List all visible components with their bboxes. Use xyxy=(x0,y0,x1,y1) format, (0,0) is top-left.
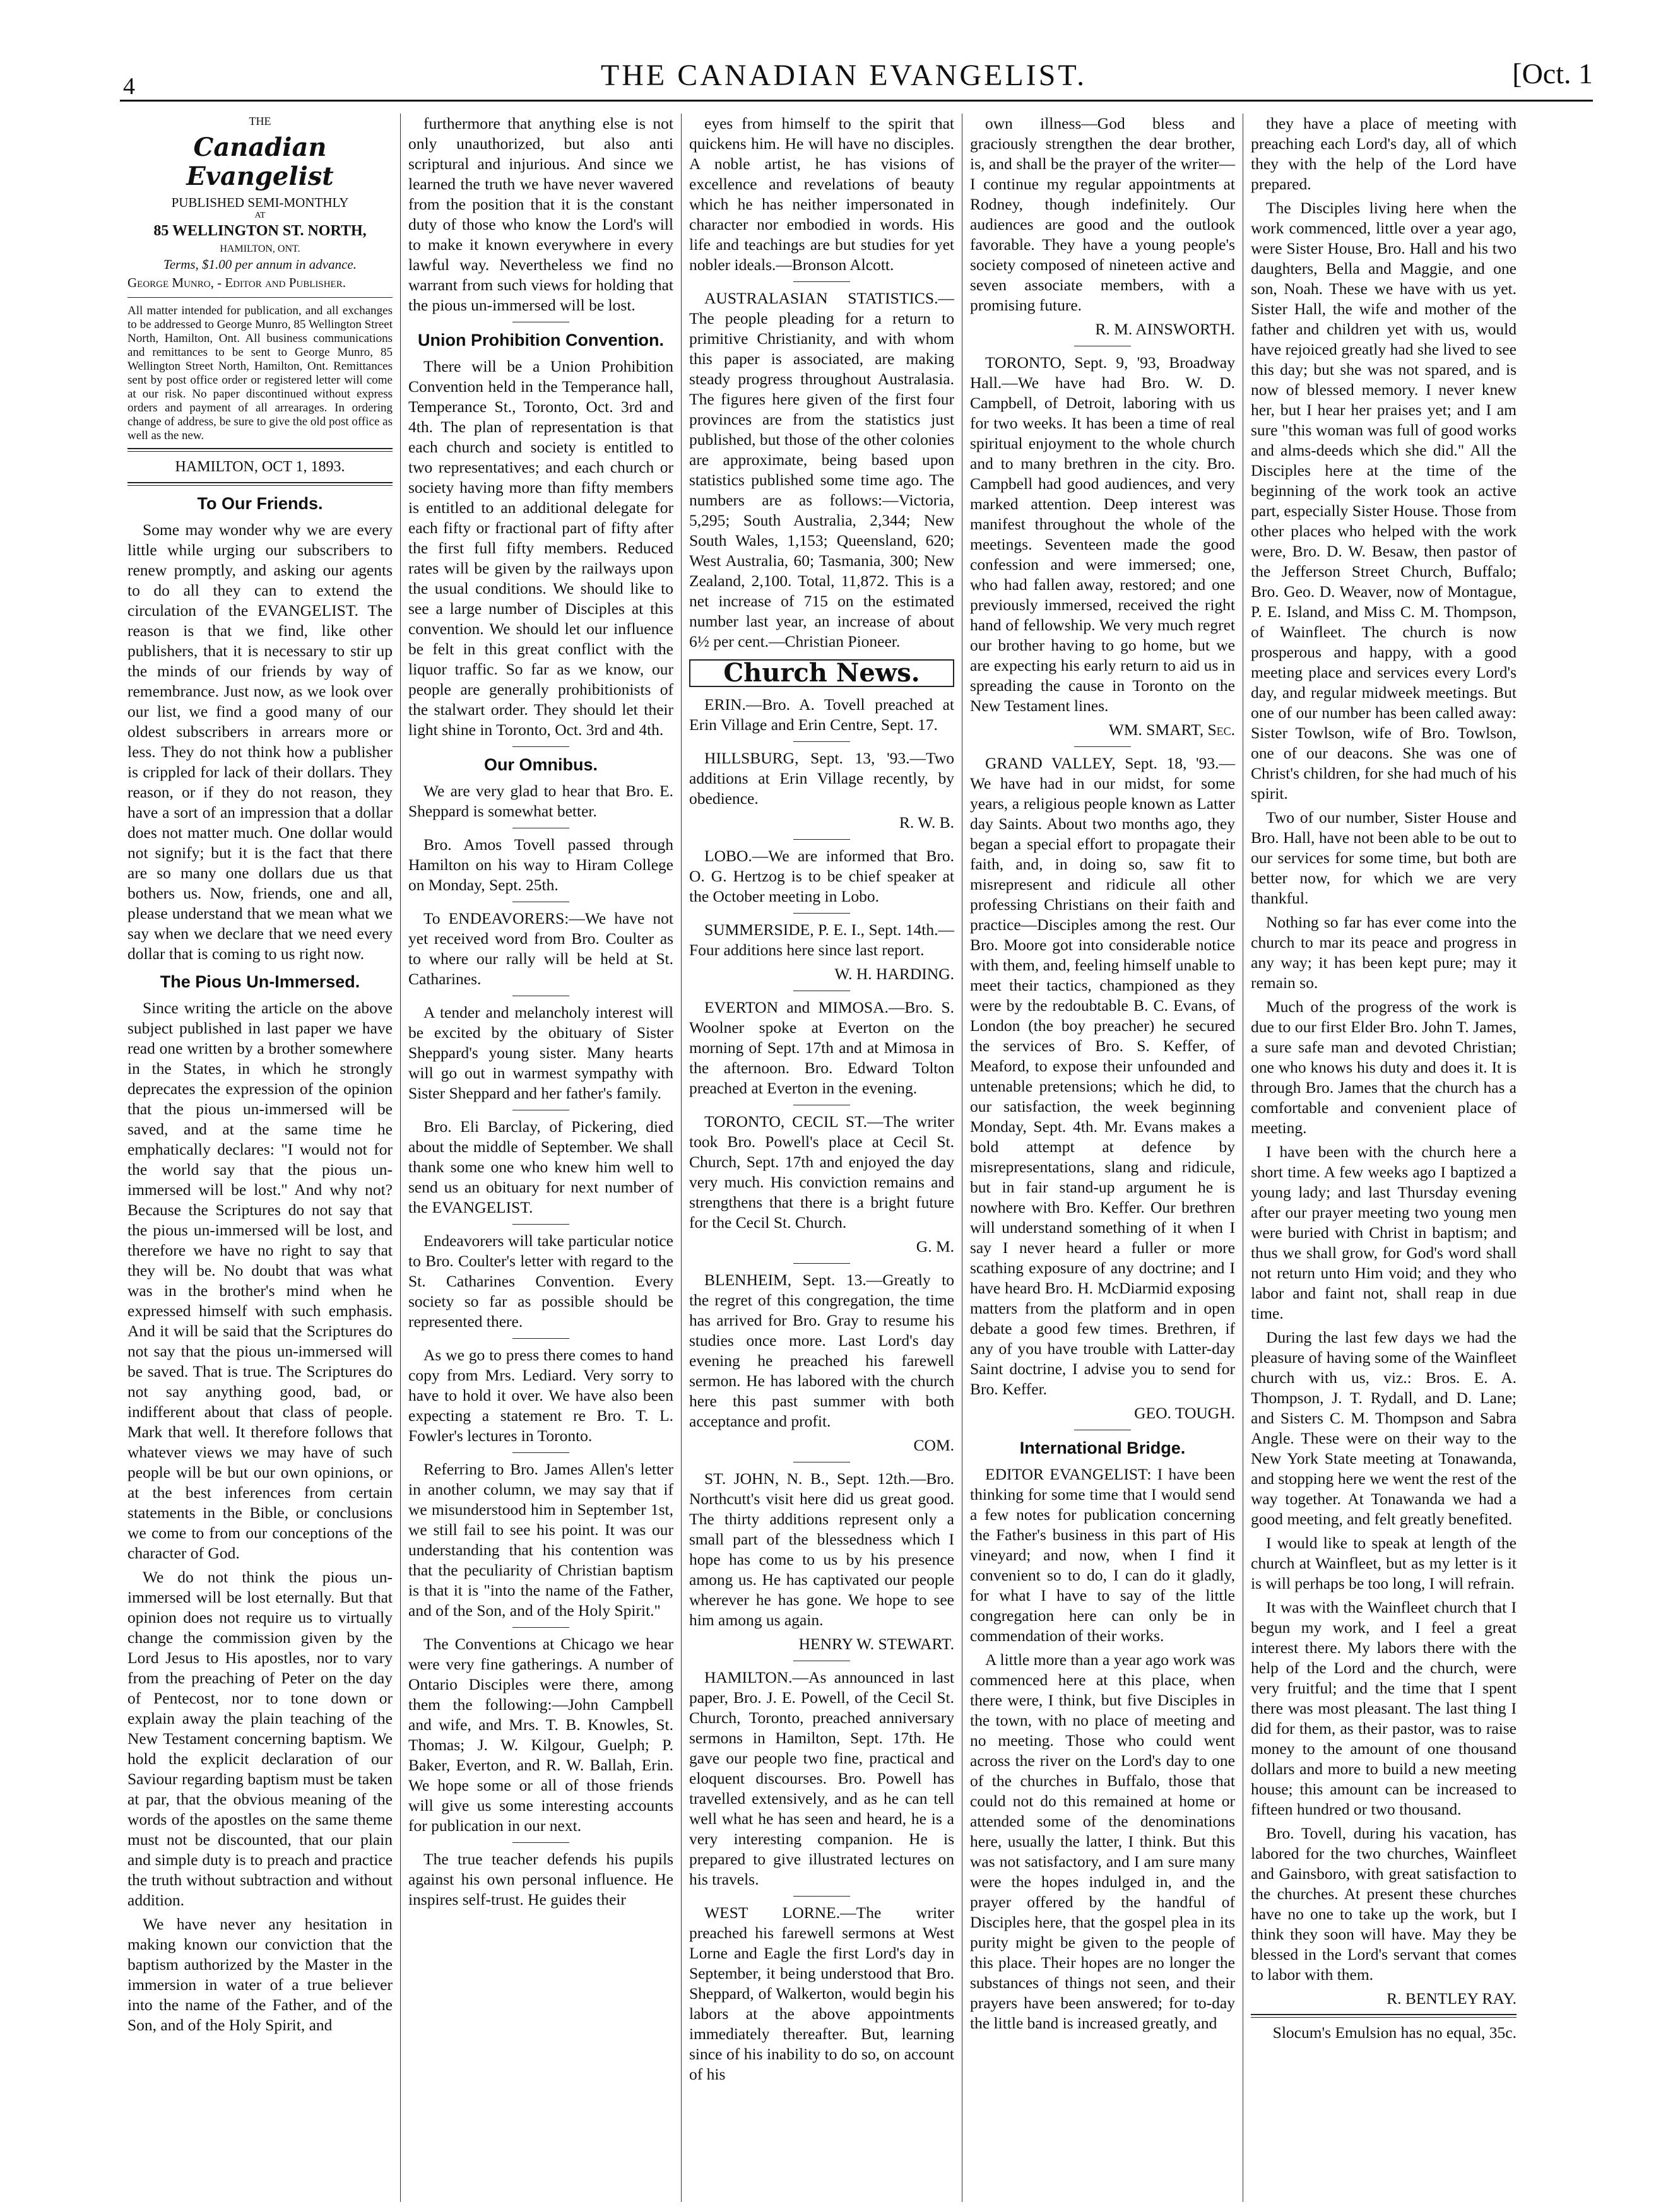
article-paragraph: I would like to speak at length of the church at Wainfleet, but as my letter is it is will perhaps be too long, I will refrain. xyxy=(1251,1534,1517,1592)
news-item: LOBO.—We are informed that Bro. O. G. Hertzog is to be chief speaker at the October meeting in Lobo. xyxy=(689,847,954,905)
news-item: own illness—God bless and graciously strengthen the dear brother, is, and shall be the prayer of the writer—I continue my regular appointments at Rodney, though indefinitely. Our audiences are good and the outlook favorable. They have a young people's society composed of nineteen active and seven associate members, with a promising future. xyxy=(970,114,1235,314)
page-title: THE CANADIAN EVANGELIST. xyxy=(600,59,1087,92)
newspaper-page xyxy=(95,44,1593,2202)
column-1 xyxy=(120,114,401,2202)
article-paragraph: We do not think the pious un-immersed will be lost eternally. But that opinion does not require us to virtually change the commission given by the Lord Jesus to His apostles, nor to vary from the preaching of Peter on the day of Pentecost, nor to tone down or explain away the plain teaching of the New Testament concerning baptism. We hold the explicit declaration of our Saviour regarding baptism must be taken at par, that the obvious meaning of the words of the apostles on the same theme must not be discounted, that our plain and simple duty is to preach and practice the truth without subtraction and without addition. xyxy=(127,1568,393,1909)
masthead-the: THE xyxy=(249,115,271,127)
divider xyxy=(1074,746,1131,747)
columns xyxy=(120,114,1593,2202)
masthead-editor: George Munro, - Editor and Publisher. xyxy=(127,275,346,290)
article-paragraph: Two of our number, Sister House and Bro. Hall, have not been able to be out to our services for some time, but both are better now, for which we are very thankful. xyxy=(1251,808,1517,907)
column-3 xyxy=(682,114,962,2202)
news-item: The true teacher defends his pupils against his own personal influence. He inspires self-trust. He guides their xyxy=(408,1850,673,1909)
masthead-published: PUBLISHED SEMI-MONTHLY xyxy=(171,195,349,210)
divider xyxy=(512,1627,569,1628)
news-item: ERIN.—Bro. A. Tovell preached at Erin Village and Erin Centre, Sept. 17. xyxy=(689,695,954,734)
dateline: HAMILTON, OCT 1, 1893. xyxy=(175,459,345,475)
header-rule xyxy=(120,100,1593,102)
signature: G. M. xyxy=(916,1237,954,1256)
news-item: We are very glad to hear that Bro. E. Sheppard is somewhat better. xyxy=(408,782,673,820)
news-item: BLENHEIM, Sept. 13.—Greatly to the regret of this congregation, the time has arrived for Bro. Gray to resume his studies once more. Last Lord's day evening he preached his farewell sermon. He has labored with the church here this past summer with both acceptance and profit. xyxy=(689,1271,954,1430)
masthead-at: AT xyxy=(254,211,266,220)
news-item: To ENDEAVORERS:—We have not yet received word from Bro. Coulter as to where our rally will be held at St. Catharines. xyxy=(408,909,673,988)
masthead-address: 85 WELLINGTON ST. NORTH, xyxy=(153,223,367,239)
divider xyxy=(512,1452,569,1453)
article-paragraph: We have never any hesitation in making known our conviction that the baptism authorized by the Master in the immersion in water of a true believer into the name of the Father, and of the Son, and of the Holy Spirit, and xyxy=(127,1915,393,2034)
divider xyxy=(1251,2014,1517,2018)
heading-to-our-friends: To Our Friends. xyxy=(197,494,323,513)
signature: W. H. HARDING. xyxy=(834,965,954,983)
signature: R. W. B. xyxy=(899,813,954,832)
column-2 xyxy=(401,114,682,2202)
article-paragraph: Some may wonder why we are every little while urging our subscribers to renew promptly, and asking our agents to do all they can to extend the circulation of the EVANGELIST. The reason is that we find, like other publishers, that it is necessary to stir up the minds of our friends by way of remembrance. Just now, as we look over our list, we find a good many of our oldest subscribers in arrears more or less. They do not think how a publisher is crippled for lack of their dollars. They reason, or if they do not reason, they have a sort of an impression that a dollar does not matter much. One dollar would not signify; but it is the fact that there are so many one dollars due us that bothers us. Now, friends, one and all, please understand that we mean what we say when we declare that we need every dollar that is coming to us right now. xyxy=(127,521,393,963)
divider xyxy=(127,297,393,298)
news-item: ST. JOHN, N. B., Sept. 12th.—Bro. Northcutt's visit here did us great good. The thirty additions represent only a small part of the blessedness which I hope has come to us by his presence among us. He has captivated our people wherever he has gone. We hope to see him among us again. xyxy=(689,1469,954,1629)
masthead-notice: All matter intended for publication, and all exchanges to be addressed to George Munro, 85 Wellington Street North, Hamilton, Ont. All business communications and remittances to be sent to George Munro, 85 Wellington Street North, Hamilton, Ont. Remittances sent by post office order or registered letter will come at our risk. No paper discontinued without express orders and payment of all arrearages. In ordering change of address, be sure to give the old post office as well as the new. xyxy=(127,304,393,442)
heading-international-bridge: International Bridge. xyxy=(1019,1438,1186,1457)
article-paragraph: I have been with the church here a short time. A few weeks ago I baptized a young lady; and last Thursday evening after our prayer meeting two young men were buried with Christ in baptism; and thus we shall grow, for God's word shall not return unto Him void; and they who labor and faint not, shall reap in due time. xyxy=(1251,1143,1517,1322)
masthead-title: Canadian Evangelist xyxy=(186,132,334,191)
divider xyxy=(793,1263,850,1264)
heading-union-prohibition: Union Prohibition Convention. xyxy=(418,331,664,350)
signature: HENRY W. STEWART. xyxy=(798,1635,954,1653)
news-item: Bro. Eli Barclay, of Pickering, died about the middle of September. We shall thank some one who knew him well to send us an obituary for next number of the EVANGELIST. xyxy=(408,1117,673,1216)
article-paragraph: EDITOR EVANGELIST: I have been thinking for some time that I would send a few notes for publication concerning the Father's business in this part of His vineyard; and now, when I find it convenient so to do, I can do it gladly, for what I have to say of the little congregation here can only be in commendation of their works. xyxy=(970,1465,1235,1645)
page-number: 4 xyxy=(123,73,135,100)
heading-our-omnibus: Our Omnibus. xyxy=(483,755,598,774)
divider xyxy=(793,1896,850,1897)
article-paragraph: There will be a Union Prohibition Convention held in the Temperance hall, Temperance St., Toronto, Oct. 3rd and 4th. The plan of representation is that each church and society is entitled to two representatives; and each church or society having more than fifty members is entitled to an additional delegate for each fifty or fractional part of fifty after the first full fifty members. Reduced rates will be given by the railways upon the usual conditions. We should like to see a large number of Disciples at this convention. We should let our influence be felt in this great conflict with the liquor traffic. So far as we know, our people are generally prohibitionists of the stalwart order. They should let their light shine in Toronto, Oct. 3rd and 4th. xyxy=(408,357,673,739)
masthead-city: HAMILTON, ONT. xyxy=(220,244,300,254)
advertisement: Slocum's Emulsion has no equal, 35c. xyxy=(1272,2023,1517,2042)
heading-pious-un-immersed: The Pious Un-Immersed. xyxy=(160,972,360,991)
news-item: As we go to press there comes to hand copy from Mrs. Lediard. Very sorry to have to hold it over. We have also been expecting a statement re Bro. T. L. Fowler's lectures in Toronto. xyxy=(408,1346,673,1445)
news-item: The Conventions at Chicago we hear were very fine gatherings. A number of Ontario Disciples were there, among them the following:—John Campbell and wife, and Mrs. T. B. Knowles, St. Thomas; J. W. Kilgour, Guelph; P. Baker, Everton, and R. W. Ballah, Erin. We hope some or all of those friends will give us some interesting accounts for publication in our next. xyxy=(408,1635,673,1835)
signature: R. M. AINSWORTH. xyxy=(1095,320,1235,338)
article-paragraph: Bro. Tovell, during his vacation, has labored for the two churches, Wainfleet and Gainsboro, with great satisfaction to the churches. At present these churches have no one to take up the work, but I think they soon will have. May they be blessed in the Lord's servant that comes to labor with them. xyxy=(1251,1824,1517,1984)
column-4 xyxy=(962,114,1243,2202)
article-paragraph: they have a place of meeting with preaching each Lord's day, all of which they with the help of the Lord have prepared. xyxy=(1251,114,1517,193)
news-item: HAMILTON.—As announced in last paper, Bro. J. E. Powell, of the Cecil St. Church, Toronto, preached anniversary sermons in Hamilton, Sept. 17th. He gave our people two fine, practical and eloquent discourses. Bro. Powell has travelled extensively, and as he can tell well what he has seen and heard, he is a very interesting companion. He is prepared to give illustrated lectures on his travels. xyxy=(689,1668,954,1888)
news-item: Endeavorers will take particular notice to Bro. Coulter's letter with regard to the St. Catharines Convention. Every society so far as possible should be represented there. xyxy=(408,1232,673,1331)
news-item: Bro. Amos Tovell passed through Hamilton on his way to Hiram College on Monday, Sept. 25th. xyxy=(408,835,673,894)
signature: COM. xyxy=(913,1436,954,1454)
running-header xyxy=(95,44,1593,101)
article-paragraph: The Disciples living here when the work commenced, little over a year ago, were Sister House, Bro. Hall and his two daughters, Bella and Maggie, and one son, Noah. These we have with us yet. Sister Hall, the wife and mother of the father and children yet with us, would have rejoiced greatly had she lived to see this day; but she was not spared, and is now of blessed memory. I never knew her, but I hear her praises yet; and I am sure "this woman was full of good works and alms-deeds which she did." All the Disciples here at the time of the beginning of the work took an active part, especially Sister House. Those from other places who helped with the work were, Bro. D. W. Besaw, then pastor of the Jefferson Street Church, Buffalo; Bro. Geo. D. Weaver, now of Montague, P. E. Island, and Miss C. M. Thompson, of Wainfleet. The church is now prosperous and happy, with a good meeting place and services every Lord's day, and regular midweek meetings. But one of our number has been called away: Sister Towlson, wife of Bro. Towlson, one of our deacons. She was one of Christ's children, for she had much of his spirit. xyxy=(1251,199,1517,803)
news-item: WEST LORNE.—The writer preached his farewell sermons at West Lorne and Eagle the first Lord's day in September, it being understood that Bro. Sheppard, of Walkerton, would begin his labors at the above appointments immediately thereafter. But, learning since of his inability to do so, on account of his xyxy=(689,1903,954,2083)
column-5 xyxy=(1243,114,1524,2202)
divider xyxy=(127,448,393,452)
divider xyxy=(793,839,850,840)
church-news-banner: Church News. xyxy=(689,659,954,687)
news-item: EVERTON and MIMOSA.—Bro. S. Woolner spoke at Everton on the morning of Sept. 17th and at Mimosa in the afternoon. Bro. Edward Tolton preached at Everton in the evening. xyxy=(689,998,954,1097)
divider xyxy=(127,482,393,486)
news-item: GRAND VALLEY, Sept. 18, '93.—We have had in our midst, for some years, a religious people known as Latter day Saints. About two months ago, they began a special effort to propagate their faith, and, in doing so, saw fit to misrepresent and ridicule all other professing Christians on their faith and practice—Disciples among the rest. Our Bro. Moore got into considerable notice with them, and, feeling himself unable to meet their tactics, championed as they were by the redoubtable B. C. Evans, of London (the boy preacher) he secured the services of Bro. S. Keffer, of Meaford, to expose their unfounded and untenable pretensions; which he did, to our satisfaction, the week beginning Monday, Sept. 4th. Mr. Evans makes a bold attempt at defence by misrepresentations, slang and ridicule, but in fair stand-up argument he is nowhere with Bro. Keffer. Our brethren will understand something of it when I say I never heard a fuller or more scathing exposure of any doctrine; and I have heard Bro. H. McDiarmid exposing matters from the platform and in open debate a good few times. Brethren, if any of you have trouble with Latter-day Saint doctrine, I advise you to send for Bro. Keffer. xyxy=(970,754,1235,1398)
article-paragraph: It was with the Wainfleet church that I begun my work, and I feel a great interest there. My labors there with the help of the Lord and the church, were very fruitful; and the time that I spent there was most pleasant. The last thing I did for them, as their pastor, was to raise money to the amount of one thousand dollars and more to build a new meeting house; this amount can be increased to fifteen hundred or two thousand. xyxy=(1251,1598,1517,1818)
news-item: TORONTO, CECIL ST.—The writer took Bro. Powell's place at Cecil St. Church, Sept. 17th and enjoyed the day very much. His conviction remains and strengthens that there is a bright future for the Cecil St. Church. xyxy=(689,1112,954,1232)
divider xyxy=(512,1338,569,1339)
article-paragraph: Since writing the article on the above subject published in last paper we have read one written by a brother somewhere in the States, in which he strongly deprecates the expression of the opinion that the pious un-immersed will be saved, and at the same time he emphatically declares: "I would not for the world say that the pious un-immersed will be lost." And why not? Because the Scriptures do not say that the pious un-immersed will be lost, and therefore we have no right to say that they will be. No doubt that was what was in the brother's mind when he expressed himself with such emphasis. And it will be said that the Scriptures do not say that the pious un-immersed will be saved. That is true. The Scriptures do not say anything good, bad, or indifferent about that class of people. Mark that well. It therefore follows that whatever views we may have of such people will be but our own opinions, or at the best inferences from certain statements in the Bible, or conclusions we come to from our conceptions of the character of God. xyxy=(127,999,393,1562)
article-paragraph: furthermore that anything else is not only unauthorized, but also anti scriptural and injurious. And since we learned the truth we have never wavered from the position that it is the constant duty of those who know the Lord's will to make it known everywhere in every lawful way. Nevertheless we find no warrant from such views for holding that the pious un-immersed will be lost. xyxy=(408,114,673,314)
article-paragraph: During the last few days we had the pleasure of having some of the Wainfleet church with us, viz.: Bros. E. A. Thompson, J. T. Rydall, and D. Lane; and Sisters C. M. Thompson and Sabra Angle. These were on their way to the New York State meeting at Tonawanda, and stopping here we went the rest of the way together. At Tonawanda we had a good meeting, and felt greatly benefited. xyxy=(1251,1328,1517,1528)
divider xyxy=(793,741,850,742)
divider xyxy=(512,1224,569,1225)
divider xyxy=(512,1842,569,1843)
signature: WM. SMART, Sec. xyxy=(1108,721,1235,739)
news-item: A tender and melancholy interest will be excited by the obituary of Sister Sheppard's young sister. Many hearts will go out in warmest sympathy with Sister Sheppard and her father's family. xyxy=(408,1003,673,1102)
divider xyxy=(793,281,850,282)
article-paragraph: A little more than a year ago work was commenced here at this place, when there were, I think, but five Disciples in the town, with no place of meeting and no meeting. Those who could went across the river on the Lord's day to one of the churches in Buffalo, those that could not do this remained at home or attended some of the denominations here, usually the latter, I think. But this was not satisfactory, and I am sure many were the hopes indulged in, and the prayer offered by the handful of Disciples here, that the gospel plea in its purity might be given to the people of this place. Their hopes are no longer the substances of things not seen, and their prayers have been answered; for to-day the little band is increased greatly, and xyxy=(970,1650,1235,2032)
article-paragraph: eyes from himself to the spirit that quickens him. He will have no disciples. A noble artist, he has visions of excellence and revelations of beauty which he has neither impersonated in character nor embodied in words. His life and teachings are but studies for yet nobler ideals.—Bronson Alcott. xyxy=(689,114,954,274)
issue-date: [Oct. 1 xyxy=(1512,57,1593,90)
news-item: TORONTO, Sept. 9, '93, Broadway Hall.—We have had Bro. W. D. Campbell, of Detroit, laboring with us for two weeks. It has been a time of real spiritual enjoyment to the whole church and to many brethren in the city. Bro. Campbell had good audiences, and very marked attention. Deep interest was manifest throughout the whole of the meetings. Seventeen made the good confession and were immersed; one, who had fallen away, restored; and one previously immersed, received the right hand of fellowship. We very much regret our brother having to go home, but we are expecting his early return to aid us in spreading the cause in Toronto on the New Testament lines. xyxy=(970,353,1235,715)
signature: R. BENTLEY RAY. xyxy=(1387,1989,1517,2008)
article-paragraph: AUSTRALASIAN STATISTICS.—The people pleading for a return to primitive Christianity, and with whom this paper is associated, are making steady progress throughout Australasia. The figures here given of the first four provinces are from the statistics just published, but those of the other colonies are approximate, being based upon statistics published some time ago. The numbers are as follows:—Victoria, 5,295; South Australia, 2,344; New South Wales, 1,153; Queensland, 620; West Australia, 60; Tasmania, 300; New Zealand, 2,100. Total, 11,872. This is a net increase of 715 on the estimated number last year, an increase of about 6½ per cent.—Christian Pioneer. xyxy=(689,289,954,650)
article-paragraph: Nothing so far has ever come into the church to mar its peace and progress in any way; it has been kept pure; may it remain so. xyxy=(1251,913,1517,992)
article-paragraph: Much of the progress of the work is due to our first Elder Bro. John T. James, a sure safe man and devoted Christian; one who knows his duty and does it. It is through Bro. James that the church has a comfortable and convenient place of meeting. xyxy=(1251,997,1517,1137)
masthead-terms: Terms, $1.00 per annum in advance. xyxy=(163,257,357,272)
news-item: Referring to Bro. James Allen's letter in another column, we may say that if we misunderstood him in September 1st, we still fail to see his point. It was our understanding that his contention was that the peculiarity of Christian baptism is that it is "into the name of the Father, and of the Son, and of the Holy Spirit." xyxy=(408,1460,673,1620)
divider xyxy=(793,913,850,914)
divider xyxy=(512,746,569,747)
news-item: SUMMERSIDE, P. E. I., Sept. 14th.—Four additions here since last report. xyxy=(689,921,954,959)
news-item: HILLSBURG, Sept. 13, '93.—Two additions at Erin Village recently, by obedience. xyxy=(689,749,954,808)
signature: GEO. TOUGH. xyxy=(1134,1404,1235,1422)
